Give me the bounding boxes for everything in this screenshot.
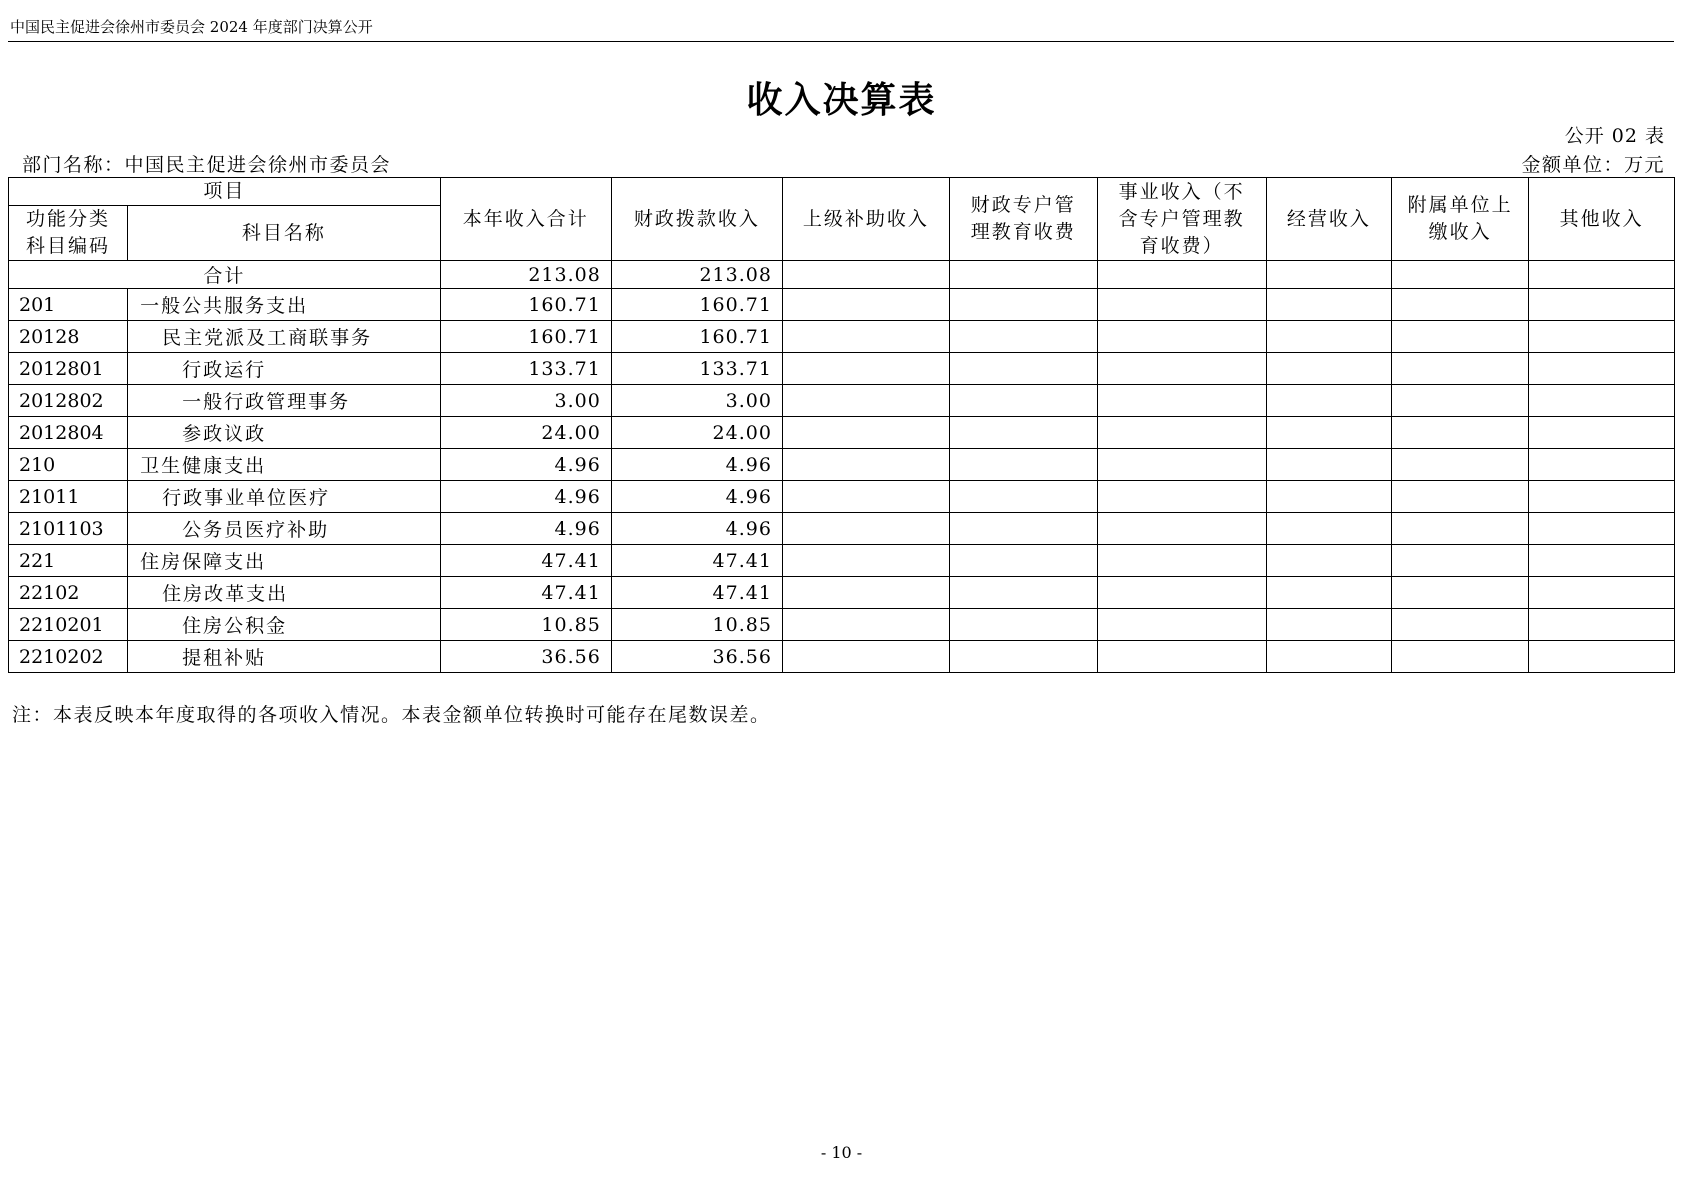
row-code: 201 — [9, 289, 128, 321]
empty-cell — [1529, 481, 1675, 513]
header-subject-name: 科目名称 — [128, 206, 441, 261]
empty-cell — [1097, 513, 1266, 545]
empty-cell — [782, 449, 949, 481]
table-note: 注：本表反映本年度取得的各项收入情况。本表金额单位转换时可能存在尾数误差。 — [12, 704, 771, 726]
row-subject-name: 卫生健康支出 — [128, 449, 441, 481]
empty-cell — [1529, 545, 1675, 577]
row-subject-name: 一般行政管理事务 — [128, 385, 441, 417]
empty-cell — [1266, 641, 1391, 673]
empty-cell — [1097, 641, 1266, 673]
row-total-income: 24.00 — [440, 417, 611, 449]
empty-cell — [949, 577, 1097, 609]
empty-cell — [782, 385, 949, 417]
page-title: 收入决算表 — [746, 79, 937, 121]
header-affiliated-income: 附属单位上缴收入 — [1392, 178, 1529, 261]
empty-cell — [1392, 545, 1529, 577]
header-total-income: 本年收入合计 — [440, 178, 611, 261]
row-code: 2101103 — [9, 513, 128, 545]
empty-cell — [1392, 641, 1529, 673]
empty-cell — [949, 261, 1097, 289]
header-rule — [8, 41, 1674, 42]
table-row — [9, 609, 1675, 641]
table-row — [9, 481, 1675, 513]
row-total-income: 4.96 — [440, 481, 611, 513]
running-header: 中国民主促进会徐州市委员会 2024 年度部门决算公开 — [10, 18, 373, 36]
empty-cell — [1529, 449, 1675, 481]
row-total-income: 160.71 — [440, 289, 611, 321]
row-total-income: 3.00 — [440, 385, 611, 417]
row-total-income: 10.85 — [440, 609, 611, 641]
empty-cell — [782, 577, 949, 609]
empty-cell — [782, 261, 949, 289]
total-row — [9, 261, 1675, 289]
row-fiscal-appropriation: 4.96 — [611, 449, 782, 481]
empty-cell — [1097, 609, 1266, 641]
row-fiscal-appropriation: 24.00 — [611, 417, 782, 449]
row-fiscal-appropriation: 3.00 — [611, 385, 782, 417]
empty-cell — [1392, 289, 1529, 321]
row-fiscal-appropriation: 10.85 — [611, 609, 782, 641]
empty-cell — [1392, 417, 1529, 449]
table-row — [9, 289, 1675, 321]
table-row — [9, 417, 1675, 449]
empty-cell — [1097, 353, 1266, 385]
empty-cell — [949, 449, 1097, 481]
header-other-income: 其他收入 — [1529, 178, 1675, 261]
empty-cell — [1392, 261, 1529, 289]
empty-cell — [1392, 385, 1529, 417]
empty-cell — [1392, 321, 1529, 353]
empty-cell — [949, 641, 1097, 673]
empty-cell — [1097, 289, 1266, 321]
row-fiscal-appropriation: 160.71 — [611, 289, 782, 321]
table-row — [9, 545, 1675, 577]
table-row — [9, 641, 1675, 673]
total-label: 合计 — [9, 261, 441, 289]
empty-cell — [1529, 353, 1675, 385]
row-subject-name: 行政事业单位医疗 — [128, 481, 441, 513]
empty-cell — [1097, 321, 1266, 353]
empty-cell — [1529, 289, 1675, 321]
empty-cell — [1529, 261, 1675, 289]
row-code: 2210201 — [9, 609, 128, 641]
empty-cell — [1392, 513, 1529, 545]
total-income-value: 213.08 — [440, 261, 611, 289]
empty-cell — [782, 289, 949, 321]
row-code: 2210202 — [9, 641, 128, 673]
page-number: - 10 - — [820, 1143, 863, 1162]
empty-cell — [782, 417, 949, 449]
row-subject-name: 住房公积金 — [128, 609, 441, 641]
empty-cell — [782, 641, 949, 673]
row-fiscal-appropriation: 47.41 — [611, 545, 782, 577]
header-fiscal-appropriation: 财政拨款收入 — [611, 178, 782, 261]
empty-cell — [782, 481, 949, 513]
row-subject-name: 住房改革支出 — [128, 577, 441, 609]
row-code: 2012801 — [9, 353, 128, 385]
empty-cell — [1266, 417, 1391, 449]
empty-cell — [949, 545, 1097, 577]
header-business-income: 事业收入（不含专户管理教育收费） — [1097, 178, 1266, 261]
empty-cell — [1529, 385, 1675, 417]
row-fiscal-appropriation: 4.96 — [611, 513, 782, 545]
empty-cell — [1097, 385, 1266, 417]
empty-cell — [1266, 577, 1391, 609]
empty-cell — [1097, 449, 1266, 481]
header-func-code: 功能分类科目编码 — [9, 206, 128, 261]
table-row — [9, 577, 1675, 609]
empty-cell — [1097, 545, 1266, 577]
row-fiscal-appropriation: 47.41 — [611, 577, 782, 609]
income-final-accounts-table — [8, 177, 1675, 673]
empty-cell — [1266, 385, 1391, 417]
row-total-income: 133.71 — [440, 353, 611, 385]
row-total-income: 47.41 — [440, 545, 611, 577]
department-name: 部门名称：中国民主促进会徐州市委员会 — [22, 154, 392, 176]
empty-cell — [1392, 609, 1529, 641]
empty-cell — [949, 353, 1097, 385]
row-subject-name: 行政运行 — [128, 353, 441, 385]
row-code: 221 — [9, 545, 128, 577]
empty-cell — [1266, 261, 1391, 289]
row-total-income: 4.96 — [440, 513, 611, 545]
header-project: 项目 — [9, 178, 441, 206]
row-total-income: 4.96 — [440, 449, 611, 481]
empty-cell — [949, 417, 1097, 449]
empty-cell — [1392, 353, 1529, 385]
empty-cell — [1266, 513, 1391, 545]
empty-cell — [949, 321, 1097, 353]
empty-cell — [1529, 513, 1675, 545]
empty-cell — [1266, 609, 1391, 641]
empty-cell — [949, 481, 1097, 513]
row-subject-name: 一般公共服务支出 — [128, 289, 441, 321]
row-fiscal-appropriation: 133.71 — [611, 353, 782, 385]
empty-cell — [782, 353, 949, 385]
row-subject-name: 民主党派及工商联事务 — [128, 321, 441, 353]
row-code: 20128 — [9, 321, 128, 353]
header-superior-subsidy: 上级补助收入 — [782, 178, 949, 261]
table-row — [9, 513, 1675, 545]
row-total-income: 36.56 — [440, 641, 611, 673]
empty-cell — [949, 289, 1097, 321]
table-row — [9, 385, 1675, 417]
row-code: 2012802 — [9, 385, 128, 417]
empty-cell — [1097, 577, 1266, 609]
empty-cell — [1392, 481, 1529, 513]
empty-cell — [1097, 417, 1266, 449]
empty-cell — [1266, 481, 1391, 513]
row-subject-name: 公务员医疗补助 — [128, 513, 441, 545]
header-fiscal-special-edu: 财政专户管理教育收费 — [949, 178, 1097, 261]
row-code: 21011 — [9, 481, 128, 513]
empty-cell — [1097, 261, 1266, 289]
empty-cell — [1529, 577, 1675, 609]
form-number: 公开 02 表 — [1564, 125, 1665, 147]
empty-cell — [1266, 321, 1391, 353]
empty-cell — [782, 609, 949, 641]
empty-cell — [949, 513, 1097, 545]
empty-cell — [782, 545, 949, 577]
row-fiscal-appropriation: 4.96 — [611, 481, 782, 513]
empty-cell — [949, 385, 1097, 417]
empty-cell — [949, 609, 1097, 641]
empty-cell — [1266, 545, 1391, 577]
row-fiscal-appropriation: 36.56 — [611, 641, 782, 673]
table-row — [9, 353, 1675, 385]
row-code: 210 — [9, 449, 128, 481]
empty-cell — [1266, 289, 1391, 321]
amount-unit: 金额单位：万元 — [1521, 154, 1665, 176]
row-total-income: 160.71 — [440, 321, 611, 353]
row-code: 22102 — [9, 577, 128, 609]
table-row — [9, 449, 1675, 481]
empty-cell — [1266, 353, 1391, 385]
empty-cell — [782, 513, 949, 545]
empty-cell — [1266, 449, 1391, 481]
empty-cell — [1392, 577, 1529, 609]
total-fiscal-value: 213.08 — [611, 261, 782, 289]
empty-cell — [1529, 641, 1675, 673]
header-operating-income: 经营收入 — [1266, 178, 1391, 261]
row-code: 2012804 — [9, 417, 128, 449]
row-subject-name: 住房保障支出 — [128, 545, 441, 577]
empty-cell — [1529, 321, 1675, 353]
row-total-income: 47.41 — [440, 577, 611, 609]
empty-cell — [782, 321, 949, 353]
empty-cell — [1529, 609, 1675, 641]
empty-cell — [1529, 417, 1675, 449]
row-subject-name: 提租补贴 — [128, 641, 441, 673]
empty-cell — [1097, 481, 1266, 513]
table-row — [9, 321, 1675, 353]
row-fiscal-appropriation: 160.71 — [611, 321, 782, 353]
empty-cell — [1392, 449, 1529, 481]
row-subject-name: 参政议政 — [128, 417, 441, 449]
